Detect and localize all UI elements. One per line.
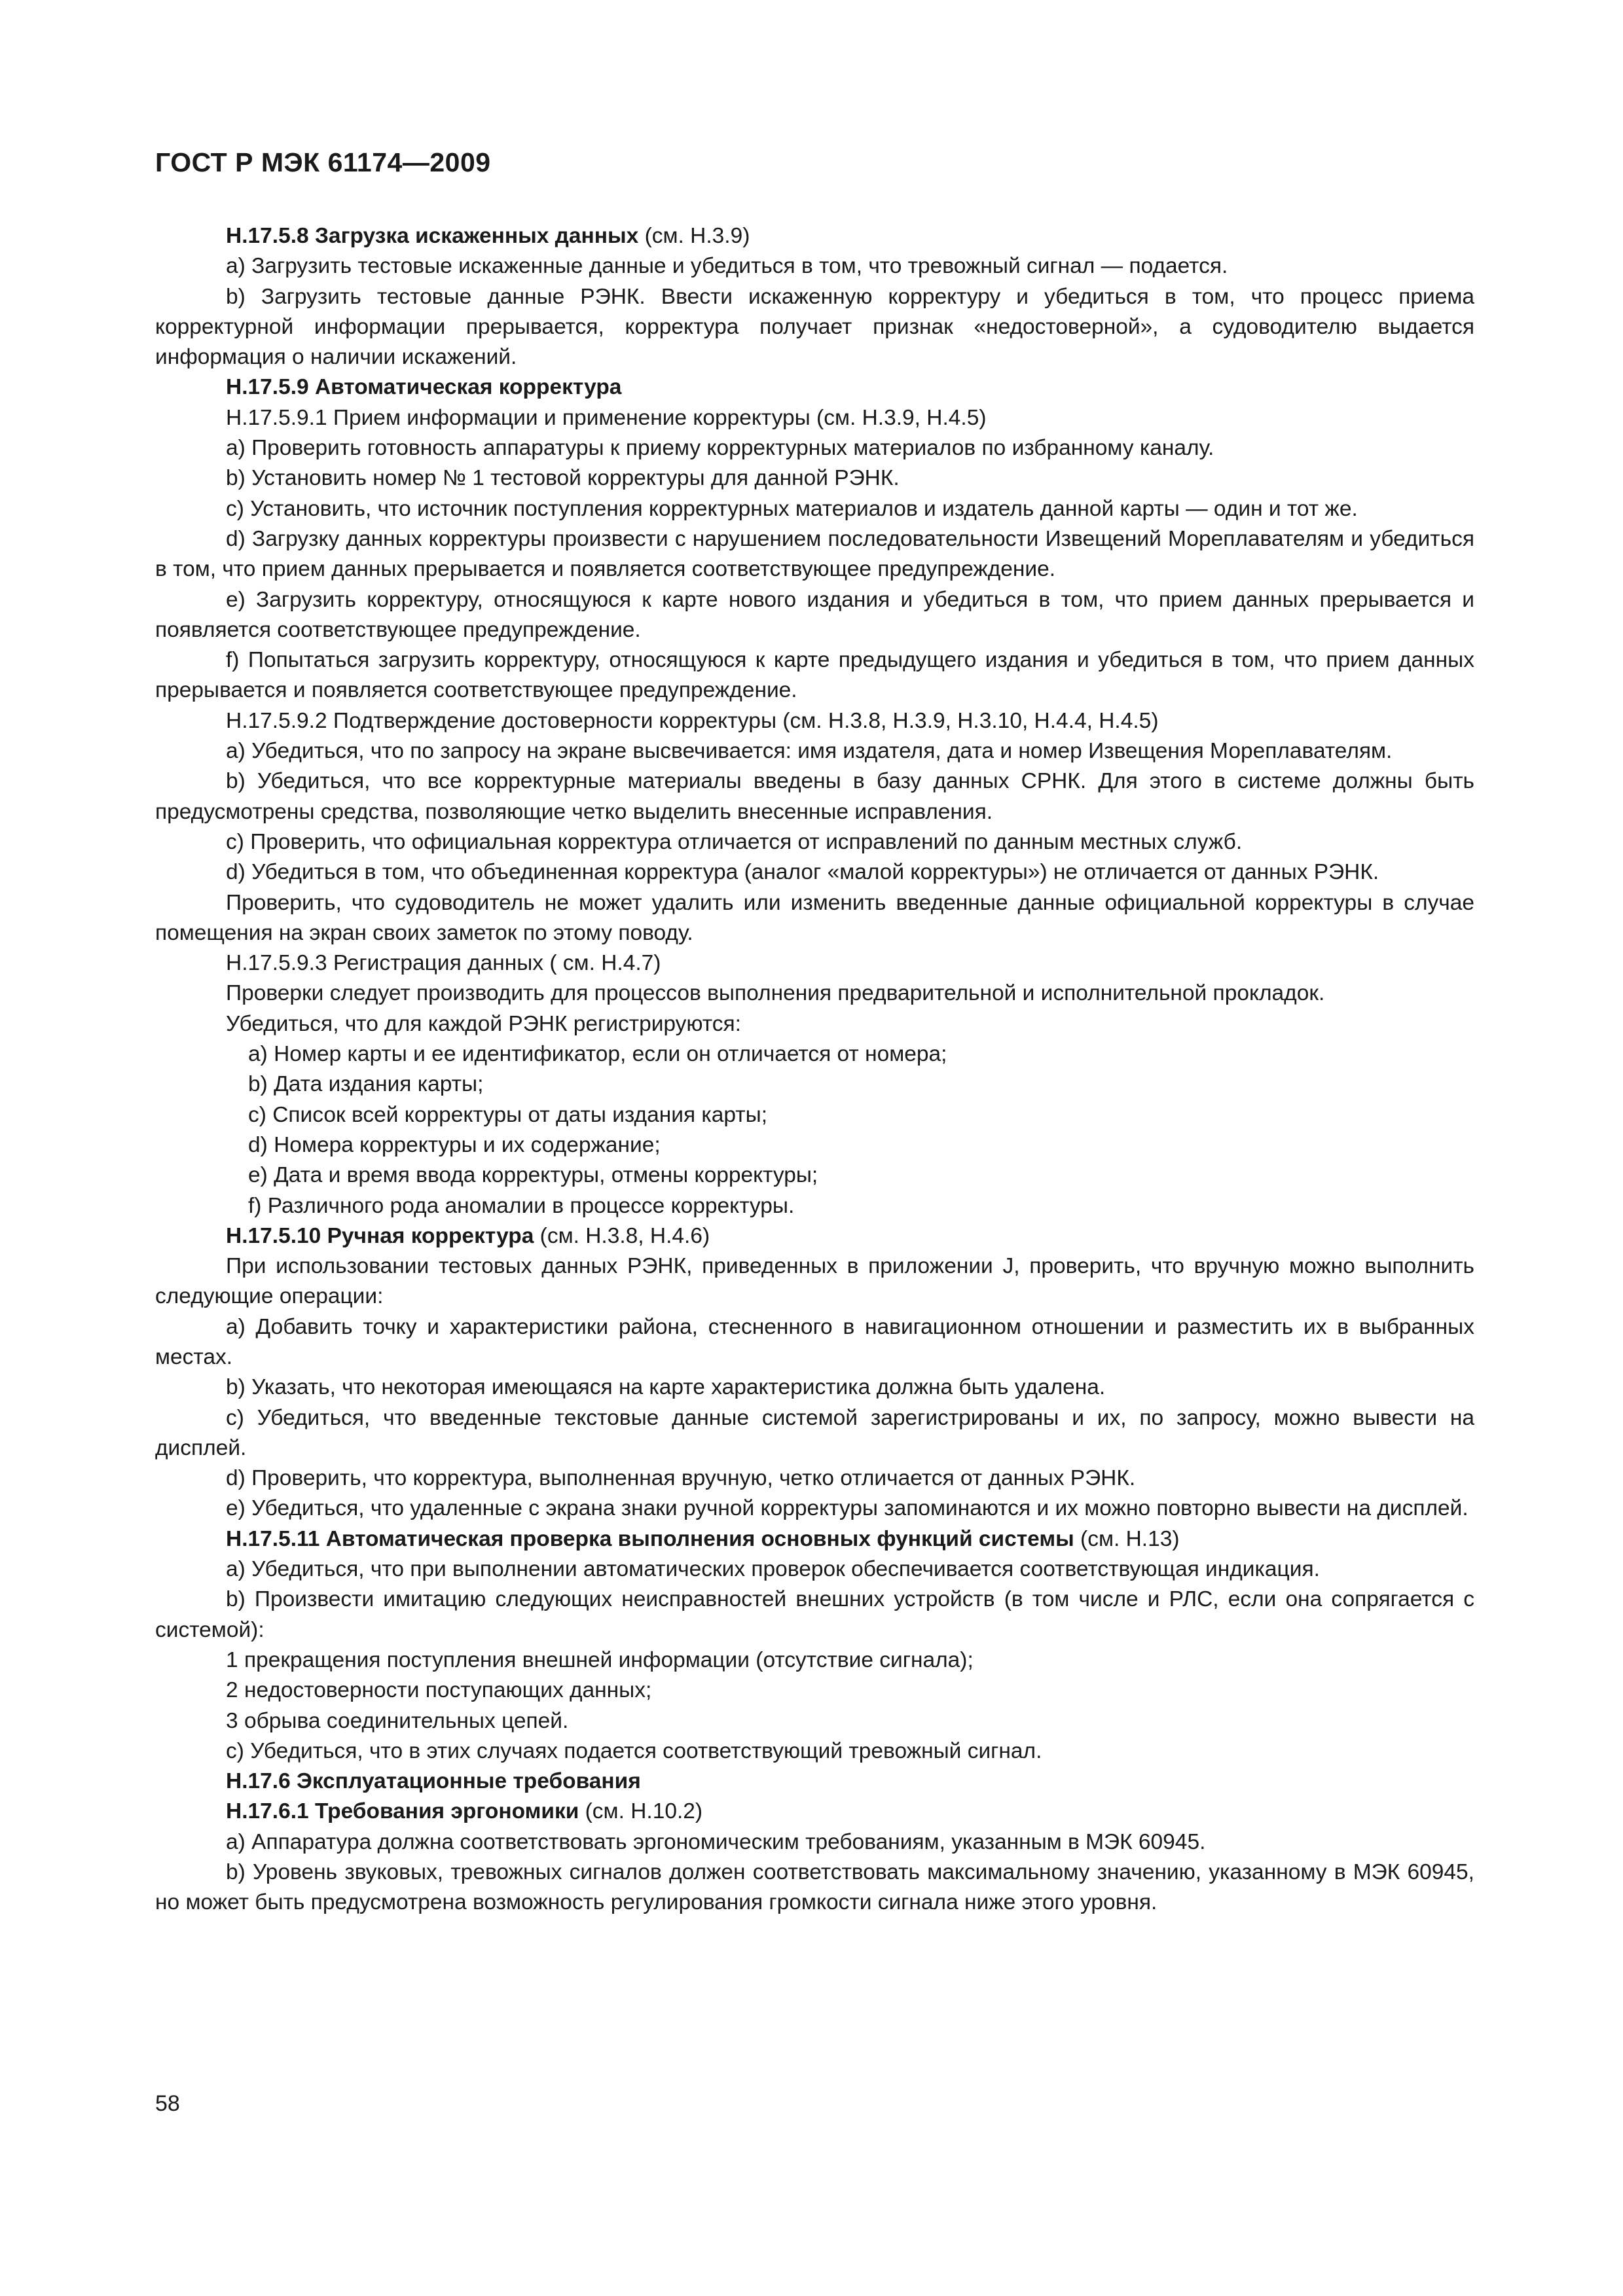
list-item: 2 недостоверности поступающих данных; [226, 1678, 652, 1703]
paragraph: b) Уровень звуковых, тревожных сигналов должен соответствовать максимальному значению, указанному в МЭК 60945, но может быть предусмотрена возможность регулирования громкости сигнала ниже этого уровня. [155, 1860, 1474, 1915]
list-item: с) Список всей корректуры от даты издания карты; [248, 1102, 768, 1127]
section-heading-h17-6 [155, 1767, 1474, 1797]
paragraph: d) Убедиться в том, что объединенная корректура (аналог «малой корректуры») не отличается от данных РЭНК. [226, 860, 1379, 885]
paragraph: b) Произвести имитацию следующих неисправностей внешних устройств (в том числе и РЛС, если она сопрягается с системой): [155, 1587, 1474, 1642]
subsection-heading: Н.17.5.9.1 Прием информации и применение корректуры (см. Н.3.9, Н.4.5) [226, 405, 987, 430]
section-heading-h17-6-1 [155, 1797, 1474, 1827]
paragraph: а) Добавить точку и характеристики района, стесненного в навигационном отношении и разместить их в выбранных местах. [155, 1314, 1474, 1369]
section-heading-h17-5-10 [155, 1221, 1474, 1251]
paragraph: b) Установить номер № 1 тестовой корректуры для данной РЭНК. [226, 466, 900, 491]
paragraph: а) Загрузить тестовые искаженные данные и убедиться в том, что тревожный сигнал — подается. [226, 254, 1228, 279]
paragraph: а) Аппаратура должна соответствовать эргономическим требованиям, указанным в МЭК 60945. [226, 1829, 1206, 1854]
paragraph: Убедиться, что для каждой РЭНК регистрируются: [226, 1011, 741, 1036]
paragraph: е) Убедиться, что удаленные с экрана знаки ручной корректуры запоминаются и их можно повторно вывести на дисплей. [226, 1496, 1468, 1521]
paragraph: с) Убедиться, что введенные текстовые данные системой зарегистрированы и их, по запросу, можно вывести на дисплей. [155, 1405, 1474, 1460]
list-item: 1 прекращения поступления внешней информации (отсутствие сигнала); [226, 1647, 974, 1672]
section-reference: (см. Н.13) [1074, 1526, 1180, 1551]
paragraph: с) Убедиться, что в этих случаях подается соответствующий тревожный сигнал. [226, 1738, 1042, 1763]
list-item: 3 обрыва соединительных цепей. [226, 1708, 569, 1733]
section-number: Н.17.5.10 Ручная корректура [226, 1223, 534, 1248]
section-number: Н.17.6 Эксплуатационные требования [226, 1769, 641, 1794]
subsection-heading: Н.17.5.9.2 Подтверждение достоверности корректуры (см. Н.3.8, Н.3.9, Н.3.10, Н.4.4, Н.4.5) [226, 708, 1159, 733]
paragraph: d) Загрузку данных корректуры произвести с нарушением последовательности Извещений Мореплавателям и убедиться в том, что прием данных прерывается и появляется соответствующее предупреждение. [155, 526, 1474, 582]
paragraph: b) Убедиться, что все корректурные материалы введены в базу данных СРНК. Для этого в системе должны быть предусмотрены средства, позволяющие четко выделить внесенные исправления. [155, 769, 1474, 824]
paragraph: с) Установить, что источник поступления корректурных материалов и издатель данной карты — один и тот же. [226, 496, 1358, 521]
paragraph: d) Проверить, что корректура, выполненная вручную, четко отличается от данных РЭНК. [226, 1466, 1136, 1491]
section-reference: (см. Н.10.2) [579, 1799, 703, 1824]
list-item: е) Дата и время ввода корректуры, отмены корректуры; [248, 1163, 818, 1188]
paragraph: При использовании тестовых данных РЭНК, приведенных в приложении J, проверить, что вручную можно выполнить следующие операции: [155, 1254, 1474, 1309]
list-item: f) Различного рода аномалии в процессе корректуры. [248, 1193, 795, 1218]
section-heading-h17-5-9 [155, 372, 1474, 403]
paragraph: f) Попытаться загрузить корректуру, относящуюся к карте предыдущего издания и убедиться в том, что прием данных прерывается и появляется соответствующее предупреждение. [155, 648, 1474, 703]
paragraph: с) Проверить, что официальная корректура отличается от исправлений по данным местных служб. [226, 829, 1243, 854]
section-heading-h17-5-8 [155, 221, 1474, 251]
section-reference: (см. Н.3.9) [638, 224, 750, 248]
section-heading-h17-5-11 [155, 1524, 1474, 1554]
section-number: Н.17.6.1 Требования эргономики [226, 1799, 579, 1824]
subsection-heading: Н.17.5.9.3 Регистрация данных ( см. Н.4.7) [226, 951, 661, 976]
document-header: ГОСТ Р МЭК 61174—2009 [155, 147, 491, 177]
section-number: Н.17.5.8 Загрузка искаженных данных [226, 224, 639, 248]
paragraph: b) Указать, что некоторая имеющаяся на карте характеристика должна быть удалена. [226, 1375, 1106, 1400]
section-number: Н.17.5.9 Автоматическая корректура [226, 375, 622, 400]
paragraph: а) Проверить готовность аппаратуры к приему корректурных материалов по избранному каналу. [226, 436, 1214, 461]
paragraph: Проверки следует производить для процессов выполнения предварительной и исполнительной прокладок. [226, 981, 1325, 1006]
list-item: d) Номера корректуры и их содержание; [248, 1132, 661, 1157]
list-item: а) Номер карты и ее идентификатор, если он отличается от номера; [248, 1042, 947, 1067]
document-body [155, 221, 1474, 1918]
paragraph: е) Загрузить корректуру, относящуюся к карте нового издания и убедиться в том, что прием данных прерывается и появляется соответствующее предупреждение. [155, 587, 1474, 642]
section-number: Н.17.5.11 Автоматическая проверка выполнения основных функций системы [226, 1526, 1074, 1551]
paragraph: а) Убедиться, что при выполнении автоматических проверок обеспечивается соответствующая индикация. [226, 1557, 1320, 1582]
paragraph: Проверить, что судоводитель не может удалить или изменить введенные данные официальной корректуры в случае помещения на экран своих заметок по этому поводу. [155, 890, 1474, 945]
section-reference: (см. Н.3.8, Н.4.6) [534, 1223, 710, 1248]
paragraph: b) Загрузить тестовые данные РЭНК. Ввести искаженную корректуру и убедиться в том, что процесс приема корректурной информации прерывается, корректура получает признак «недостоверной», а судоводителю выдается информация о наличии искажений. [155, 284, 1474, 370]
page-number: 58 [155, 2091, 180, 2116]
list-item: b) Дата издания карты; [248, 1072, 484, 1097]
paragraph: а) Убедиться, что по запросу на экране высвечивается: имя издателя, дата и номер Извещения Мореплавателям. [226, 739, 1393, 764]
